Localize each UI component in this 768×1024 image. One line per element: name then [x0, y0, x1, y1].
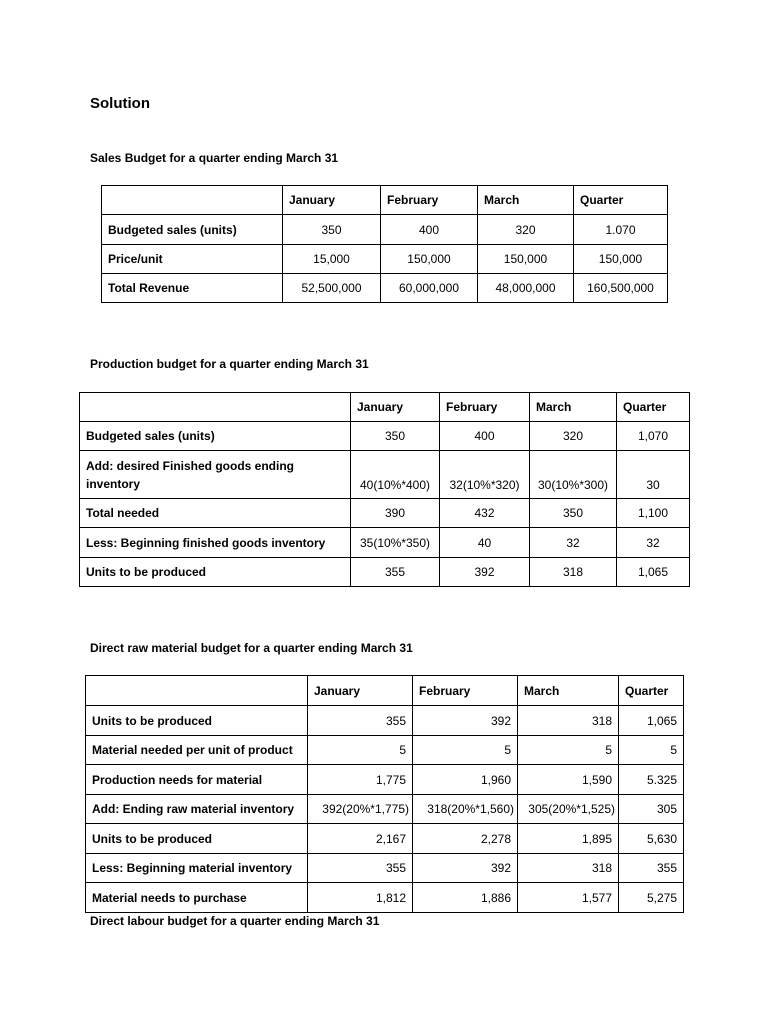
cell-value: 392(20%*1,775) — [308, 795, 413, 824]
table-row — [80, 528, 690, 558]
row-label: Units to be produced — [86, 706, 308, 736]
cell-value: 318 — [518, 854, 619, 883]
cell-value: 355 — [308, 854, 413, 883]
row-label: Material needed per unit of product — [86, 736, 308, 765]
cell-value: 5 — [518, 736, 619, 765]
cell-value: 30 — [617, 451, 690, 499]
header-february: February — [413, 676, 518, 706]
cell-value: 318(20%*1,560) — [413, 795, 518, 824]
cell-value: 1,886 — [413, 883, 518, 913]
row-label: Price/unit — [102, 245, 283, 274]
cell-value: 2,278 — [413, 824, 518, 854]
table-header-row — [80, 393, 690, 422]
table-row — [86, 824, 684, 854]
header-cell — [86, 676, 308, 706]
row-label: Material needs to purchase — [86, 883, 308, 913]
row-label: Add: desired Finished goods ending inventory — [80, 451, 351, 499]
cell-value: 1,100 — [617, 499, 690, 528]
cell-value: 1,775 — [308, 765, 413, 795]
table-row — [80, 422, 690, 451]
material-budget-title: Direct raw material budget for a quarter ending March 31 — [90, 641, 413, 655]
row-label: Budgeted sales (units) — [102, 215, 283, 245]
header-february: February — [381, 186, 478, 215]
row-label: Less: Beginning material inventory — [86, 854, 308, 883]
row-label: Units to be produced — [80, 558, 351, 587]
row-label: Total needed — [80, 499, 351, 528]
cell-value: 32 — [530, 528, 617, 558]
header-january: January — [283, 186, 381, 215]
cell-value: 1,590 — [518, 765, 619, 795]
header-march: March — [478, 186, 574, 215]
cell-value: 5 — [413, 736, 518, 765]
production-budget-table — [79, 392, 690, 587]
cell-value: 32(10%*320) — [440, 451, 530, 499]
cell-value: 1,065 — [617, 558, 690, 587]
cell-value: 320 — [478, 215, 574, 245]
row-label: Add: Ending raw material inventory — [86, 795, 308, 824]
cell-value: 1,070 — [617, 422, 690, 451]
cell-value: 150,000 — [574, 245, 668, 274]
cell-value: 390 — [351, 499, 440, 528]
header-quarter: Quarter — [574, 186, 668, 215]
cell-value: 355 — [619, 854, 684, 883]
cell-value: 5 — [619, 736, 684, 765]
row-label: Budgeted sales (units) — [80, 422, 351, 451]
table-row — [80, 558, 690, 587]
table-row — [86, 795, 684, 824]
header-quarter: Quarter — [619, 676, 684, 706]
cell-value: 350 — [351, 422, 440, 451]
cell-value: 350 — [283, 215, 381, 245]
cell-value: 2,167 — [308, 824, 413, 854]
cell-value: 400 — [440, 422, 530, 451]
table-row — [86, 765, 684, 795]
cell-value: 355 — [308, 706, 413, 736]
cell-value: 60,000,000 — [381, 274, 478, 303]
header-february: February — [440, 393, 530, 422]
cell-value: 48,000,000 — [478, 274, 574, 303]
table-row — [86, 706, 684, 736]
cell-value: 1,895 — [518, 824, 619, 854]
cell-value: 1,577 — [518, 883, 619, 913]
header-cell — [80, 393, 351, 422]
cell-value: 392 — [440, 558, 530, 587]
cell-value: 32 — [617, 528, 690, 558]
cell-value: 5,630 — [619, 824, 684, 854]
cell-value: 150,000 — [478, 245, 574, 274]
sales-budget-table — [101, 185, 668, 303]
table-header-row — [86, 676, 684, 706]
cell-value: 40 — [440, 528, 530, 558]
material-budget-table — [85, 675, 684, 913]
table-row — [80, 451, 690, 499]
production-budget-title: Production budget for a quarter ending March 31 — [90, 357, 369, 371]
table-row — [86, 854, 684, 883]
row-label: Production needs for material — [86, 765, 308, 795]
table-row — [102, 215, 668, 245]
cell-value: 5 — [308, 736, 413, 765]
cell-value: 305 — [619, 795, 684, 824]
header-march: March — [518, 676, 619, 706]
table-header-row — [102, 186, 668, 215]
cell-value: 5,275 — [619, 883, 684, 913]
cell-value: 392 — [413, 854, 518, 883]
cell-value: 1,960 — [413, 765, 518, 795]
row-label: Less: Beginning finished goods inventory — [80, 528, 351, 558]
table-row — [102, 245, 668, 274]
cell-value: 1,812 — [308, 883, 413, 913]
cell-value: 392 — [413, 706, 518, 736]
row-label: Total Revenue — [102, 274, 283, 303]
table-row — [86, 736, 684, 765]
cell-value: 432 — [440, 499, 530, 528]
cell-value: 40(10%*400) — [351, 451, 440, 499]
cell-value: 1.070 — [574, 215, 668, 245]
header-cell — [102, 186, 283, 215]
sales-budget-title: Sales Budget for a quarter ending March 31 — [90, 151, 339, 165]
cell-value: 320 — [530, 422, 617, 451]
cell-value: 160,500,000 — [574, 274, 668, 303]
row-label: Units to be produced — [86, 824, 308, 854]
cell-value: 150,000 — [381, 245, 478, 274]
cell-value: 305(20%*1,525) — [518, 795, 619, 824]
cell-value: 318 — [518, 706, 619, 736]
header-january: January — [308, 676, 413, 706]
cell-value: 318 — [530, 558, 617, 587]
table-row — [80, 499, 690, 528]
cell-value: 5.325 — [619, 765, 684, 795]
header-quarter: Quarter — [617, 393, 690, 422]
cell-value: 52,500,000 — [283, 274, 381, 303]
table-row — [102, 274, 668, 303]
labour-budget-title: Direct labour budget for a quarter ending March 31 — [90, 914, 380, 928]
header-march: March — [530, 393, 617, 422]
page-heading: Solution — [90, 95, 150, 112]
table-row — [86, 883, 684, 913]
cell-value: 1,065 — [619, 706, 684, 736]
cell-value: 35(10%*350) — [351, 528, 440, 558]
cell-value: 15,000 — [283, 245, 381, 274]
cell-value: 400 — [381, 215, 478, 245]
cell-value: 30(10%*300) — [530, 451, 617, 499]
header-january: January — [351, 393, 440, 422]
cell-value: 355 — [351, 558, 440, 587]
cell-value: 350 — [530, 499, 617, 528]
